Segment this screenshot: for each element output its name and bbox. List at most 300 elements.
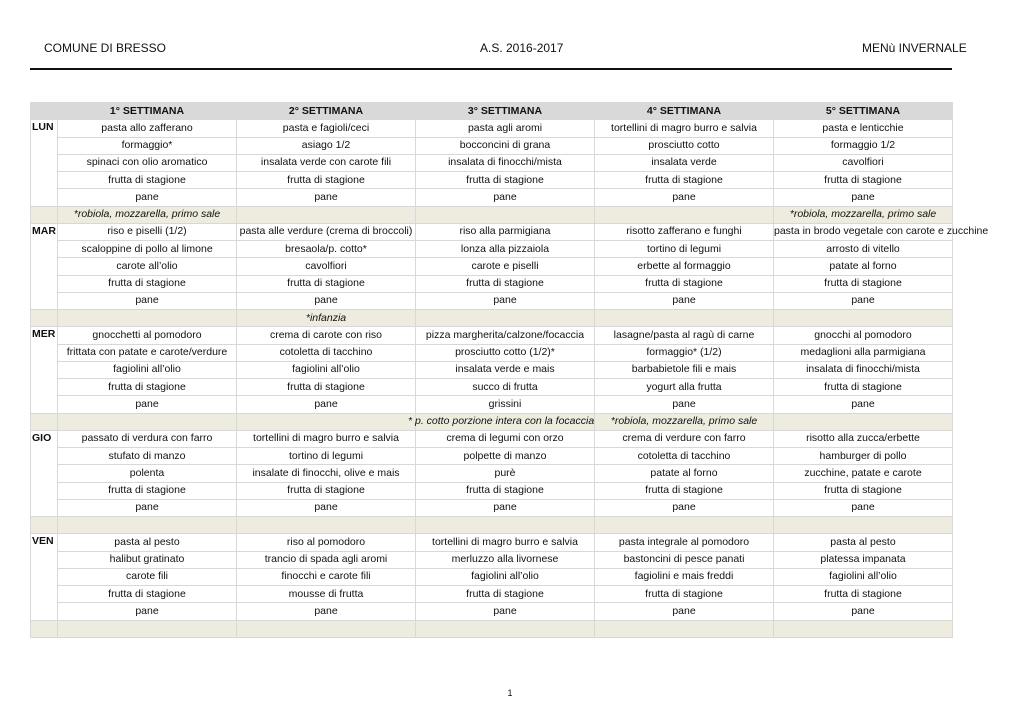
dish-text: pane <box>672 190 696 203</box>
week-4-header: 4° SETTIMANA <box>595 103 774 120</box>
note-cell <box>595 517 774 534</box>
dish-cell <box>774 344 953 361</box>
dish-cell <box>416 534 595 551</box>
dish-text: frutta di stagione <box>287 380 365 393</box>
dish-text: pane <box>672 604 696 617</box>
dish-cell <box>58 241 237 258</box>
dish-text: mousse di frutta <box>288 587 364 600</box>
dish-cell <box>416 120 595 137</box>
dish-text: insalata di finocchi/mista <box>448 156 562 169</box>
dish-text: pane <box>672 501 696 514</box>
note-cell <box>58 413 237 430</box>
dish-cell <box>416 344 595 361</box>
dish-text: fagiolini e mais freddi <box>634 570 734 583</box>
week-2-header: 2° SETTIMANA <box>237 103 416 120</box>
note-cell <box>237 620 416 637</box>
day-label-mar: MAR <box>31 223 58 309</box>
note-cell <box>595 620 774 637</box>
dish-text: pizza margherita/calzone/focaccia <box>425 328 585 341</box>
menu-row <box>31 275 953 292</box>
dish-text: frutta di stagione <box>108 380 186 393</box>
dish-cell <box>416 327 595 344</box>
dish-cell <box>58 275 237 292</box>
dish-text: insalata verde con carote fili <box>260 156 392 169</box>
dish-cell <box>774 379 953 396</box>
dish-cell <box>595 534 774 551</box>
dish-text: insalata di finocchi/mista <box>806 363 920 376</box>
dish-text: scaloppine di pollo al limone <box>81 242 213 255</box>
dish-text: frutta di stagione <box>108 173 186 186</box>
dish-cell <box>58 154 237 171</box>
week-header-row <box>31 103 953 120</box>
dish-cell <box>237 448 416 465</box>
menu-row <box>31 223 953 240</box>
dish-cell <box>595 603 774 620</box>
dish-cell <box>774 361 953 378</box>
dish-text: pasta integrale al pomodoro <box>618 535 750 548</box>
dish-text: frutta di stagione <box>287 277 365 290</box>
dish-cell <box>237 499 416 516</box>
dish-text: frutta di stagione <box>824 277 902 290</box>
note-cell <box>237 413 416 430</box>
dish-cell <box>58 327 237 344</box>
menu-row <box>31 534 953 551</box>
dish-cell <box>595 482 774 499</box>
dish-cell <box>774 172 953 189</box>
dish-text: riso e piselli (1/2) <box>107 225 187 238</box>
dish-cell <box>416 172 595 189</box>
dish-text: riso alla parmigiana <box>459 225 551 238</box>
dish-text: yogurt alla frutta <box>646 380 722 393</box>
dish-cell <box>774 586 953 603</box>
dish-cell <box>237 568 416 585</box>
dish-text: pane <box>493 190 517 203</box>
dish-text: lasagne/pasta al ragù di carne <box>613 328 755 341</box>
week-5-header: 5° SETTIMANA <box>774 103 953 120</box>
menu-row <box>31 189 953 206</box>
dish-cell <box>58 430 237 447</box>
dish-text: frutta di stagione <box>824 380 902 393</box>
dish-cell <box>774 482 953 499</box>
note-cell <box>774 206 953 223</box>
dish-cell <box>774 137 953 154</box>
dish-cell <box>237 120 416 137</box>
menu-row <box>31 137 953 154</box>
dish-text: passato di verdura con farro <box>81 432 213 445</box>
dish-text: polpette di manzo <box>463 449 547 462</box>
dish-text: crema di carote con riso <box>269 328 383 341</box>
dish-text: risotto zafferano e funghi <box>626 225 742 238</box>
dish-cell <box>774 241 953 258</box>
dish-text: spinaci con olio aromatico <box>86 156 208 169</box>
dish-text: frutta di stagione <box>645 277 723 290</box>
dish-text: pane <box>314 604 338 617</box>
dish-cell <box>58 448 237 465</box>
dish-cell <box>595 568 774 585</box>
dish-cell <box>416 430 595 447</box>
dish-cell <box>58 189 237 206</box>
dish-cell <box>237 327 416 344</box>
dish-text: fagiolini all’olio <box>292 363 360 376</box>
dish-text: carote e piselli <box>471 259 539 272</box>
dish-cell <box>595 292 774 309</box>
dish-text: pasta agli aromi <box>467 121 543 134</box>
dish-text: pasta al pesto <box>114 535 180 548</box>
dish-text: pasta e fagioli/ceci <box>282 121 370 134</box>
dish-cell <box>237 154 416 171</box>
dish-text: tortellini di magro burro e salvia <box>253 432 399 445</box>
dish-cell <box>595 344 774 361</box>
dish-cell <box>237 361 416 378</box>
dish-cell <box>237 534 416 551</box>
dish-cell <box>237 137 416 154</box>
dish-cell <box>416 603 595 620</box>
dish-cell <box>416 551 595 568</box>
note-text: *robiola, mozzarella, primo sale <box>789 208 937 221</box>
dish-cell <box>595 551 774 568</box>
dish-text: fagiolini all’olio <box>829 570 897 583</box>
dish-text: merluzzo alla livornese <box>451 553 559 566</box>
dish-cell <box>58 292 237 309</box>
note-cell <box>58 206 237 223</box>
dish-cell <box>595 499 774 516</box>
dish-text: pane <box>135 397 159 410</box>
dish-text: frutta di stagione <box>645 173 723 186</box>
note-row <box>31 620 953 637</box>
dish-text: pane <box>493 604 517 617</box>
dish-text: pane <box>851 501 875 514</box>
dish-text: frutta di stagione <box>824 484 902 497</box>
dish-cell <box>595 586 774 603</box>
dish-text: tortino di legumi <box>288 449 364 462</box>
dish-cell <box>416 241 595 258</box>
dish-cell <box>237 241 416 258</box>
dish-cell <box>58 258 237 275</box>
menu-row <box>31 241 953 258</box>
dish-text: pasta allo zafferano <box>101 121 193 134</box>
note-cell <box>408 413 595 430</box>
dish-cell <box>237 275 416 292</box>
menu-row <box>31 379 953 396</box>
day-label-gio: GIO <box>31 430 58 516</box>
day-label-ven: VEN <box>31 534 58 620</box>
dish-text: pane <box>851 397 875 410</box>
dish-cell <box>416 223 595 240</box>
dish-text: carote all’olio <box>116 259 178 272</box>
dish-cell <box>774 258 953 275</box>
dish-text: carote fili <box>125 570 168 583</box>
dish-text: frutta di stagione <box>108 277 186 290</box>
dish-text: fagiolini all’olio <box>471 570 539 583</box>
dish-cell <box>774 534 953 551</box>
dish-cell <box>595 172 774 189</box>
dish-cell <box>237 292 416 309</box>
dish-text: barbabietole fili e mais <box>631 363 737 376</box>
note-cell <box>416 310 595 327</box>
note-text: *robiola, mozzarella, primo sale <box>610 415 758 428</box>
menu-row <box>31 586 953 603</box>
dish-cell <box>237 344 416 361</box>
dish-text: pane <box>672 397 696 410</box>
dish-text: cavolfiori <box>842 156 884 169</box>
note-text: *robiola, mozzarella, primo sale <box>73 208 221 221</box>
dish-cell <box>237 482 416 499</box>
dish-text: pane <box>135 294 159 307</box>
dish-cell <box>237 551 416 568</box>
dish-cell <box>595 137 774 154</box>
dish-text: frutta di stagione <box>287 173 365 186</box>
note-cell <box>58 517 237 534</box>
dish-cell <box>774 465 953 482</box>
dish-text: finocchi e carote fili <box>281 570 371 583</box>
dish-text: grissini <box>488 397 522 410</box>
header-school-year: A.S. 2016-2017 <box>480 41 564 55</box>
dish-cell <box>58 499 237 516</box>
dish-cell <box>416 379 595 396</box>
dish-cell <box>237 258 416 275</box>
dish-text: pane <box>314 190 338 203</box>
dish-cell <box>774 275 953 292</box>
dish-cell <box>595 258 774 275</box>
note-text: *infanzia <box>305 311 347 324</box>
note-cell <box>58 310 237 327</box>
dish-cell <box>595 223 774 240</box>
dish-text: pasta e lenticchie <box>822 121 904 134</box>
dish-cell <box>774 292 953 309</box>
dish-text: pane <box>314 397 338 410</box>
dish-cell <box>237 603 416 620</box>
note-row <box>31 413 953 430</box>
dish-cell <box>774 223 989 240</box>
note-row <box>31 517 953 534</box>
dish-cell <box>58 396 237 413</box>
dish-cell <box>595 154 774 171</box>
menu-row <box>31 172 953 189</box>
dish-text: pane <box>314 294 338 307</box>
dish-text: formaggio* (1/2) <box>646 346 722 359</box>
menu-row <box>31 258 953 275</box>
note-cell <box>595 310 774 327</box>
dish-text: tortellini di magro burro e salvia <box>432 535 578 548</box>
dish-text: frutta di stagione <box>645 484 723 497</box>
corner-cell <box>31 103 58 120</box>
note-cell <box>416 206 595 223</box>
note-row <box>31 310 953 327</box>
dish-cell <box>58 586 237 603</box>
dish-text: pane <box>851 294 875 307</box>
dish-cell <box>774 499 953 516</box>
menu-row <box>31 603 953 620</box>
dish-cell <box>416 465 595 482</box>
day-label-lun: LUN <box>31 120 58 206</box>
dish-cell <box>58 344 237 361</box>
dish-cell <box>416 586 595 603</box>
note-cell <box>416 517 595 534</box>
note-day-cell <box>31 517 58 534</box>
note-day-cell <box>31 206 58 223</box>
dish-text: frutta di stagione <box>824 587 902 600</box>
dish-cell <box>595 189 774 206</box>
dish-cell <box>237 586 416 603</box>
note-row <box>31 206 953 223</box>
dish-cell <box>416 137 595 154</box>
dish-text: frutta di stagione <box>466 484 544 497</box>
dish-text: fagiolini all’olio <box>113 363 181 376</box>
dish-text: insalata verde <box>651 156 717 169</box>
note-cell <box>237 206 416 223</box>
dish-text: pane <box>672 294 696 307</box>
dish-text: crema di verdure con farro <box>622 432 746 445</box>
dish-cell <box>416 258 595 275</box>
note-day-cell <box>31 310 58 327</box>
menu-row <box>31 551 953 568</box>
dish-text: frutta di stagione <box>466 173 544 186</box>
dish-text: frutta di stagione <box>108 484 186 497</box>
dish-text: zucchine, patate e carote <box>804 466 922 479</box>
dish-text: bocconcini di grana <box>459 139 551 152</box>
dish-cell <box>416 568 595 585</box>
dish-cell <box>416 482 595 499</box>
menu-row <box>31 154 953 171</box>
dish-cell <box>595 327 774 344</box>
menu-row <box>31 568 953 585</box>
dish-cell <box>237 430 416 447</box>
menu-row <box>31 448 953 465</box>
dish-text: formaggio 1/2 <box>830 139 896 152</box>
dish-text: asiago 1/2 <box>301 139 351 152</box>
dish-cell <box>595 448 774 465</box>
note-cell <box>416 620 595 637</box>
note-cell <box>237 517 416 534</box>
dish-cell <box>774 154 953 171</box>
note-day-cell <box>31 620 58 637</box>
dish-text: formaggio* <box>121 139 173 152</box>
dish-text: prosciutto cotto (1/2)* <box>455 346 555 359</box>
dish-cell <box>416 292 595 309</box>
note-cell <box>237 310 416 327</box>
dish-text: frutta di stagione <box>108 587 186 600</box>
dish-text: arrosto di vitello <box>826 242 900 255</box>
dish-text: erbette al formaggio <box>637 259 731 272</box>
dish-cell <box>416 154 595 171</box>
dish-text: insalata verde e mais <box>455 363 555 376</box>
note-cell <box>595 413 774 430</box>
dish-text: pane <box>135 190 159 203</box>
note-text: * p. cotto porzione intera con la focaccia <box>408 415 595 428</box>
dish-text: succo di frutta <box>472 380 538 393</box>
dish-cell <box>595 241 774 258</box>
dish-cell <box>58 137 237 154</box>
note-cell <box>774 517 953 534</box>
dish-cell <box>416 396 595 413</box>
dish-text: frutta di stagione <box>466 277 544 290</box>
dish-text: prosciutto cotto <box>648 139 720 152</box>
note-cell <box>595 206 774 223</box>
dish-text: tortellini di magro burro e salvia <box>611 121 757 134</box>
dish-cell <box>595 465 774 482</box>
dish-text: hamburger di pollo <box>819 449 907 462</box>
dish-text: cotoletta di tacchino <box>279 346 373 359</box>
dish-cell <box>58 568 237 585</box>
dish-cell <box>416 275 595 292</box>
dish-cell <box>774 396 953 413</box>
note-cell <box>774 310 953 327</box>
dish-cell <box>237 223 416 240</box>
dish-text: crema di legumi con orzo <box>446 432 564 445</box>
dish-cell <box>237 189 416 206</box>
menu-row <box>31 361 953 378</box>
dish-cell <box>58 223 237 240</box>
dish-text: halibut gratinato <box>109 553 185 566</box>
week-1-header: 1° SETTIMANA <box>58 103 237 120</box>
dish-text: risotto alla zucca/erbette <box>806 432 920 445</box>
dish-text: insalate di finocchi, olive e mais <box>252 466 400 479</box>
dish-text: frittata con patate e carote/verdure <box>66 346 228 359</box>
dish-text: pane <box>135 501 159 514</box>
dish-text: gnocchetti al pomodoro <box>92 328 202 341</box>
dish-cell <box>595 120 774 137</box>
dish-text: patate al forno <box>650 466 718 479</box>
dish-text: tortino di legumi <box>646 242 722 255</box>
dish-cell <box>595 379 774 396</box>
menu-row <box>31 344 953 361</box>
page-number: 1 <box>507 688 513 698</box>
note-day-cell <box>31 413 58 430</box>
dish-cell <box>237 379 416 396</box>
dish-text: frutta di stagione <box>824 173 902 186</box>
dish-text: lonza alla pizzaiola <box>460 242 550 255</box>
dish-text: stufato di manzo <box>108 449 186 462</box>
dish-text: trancio di spada agli aromi <box>264 553 388 566</box>
dish-text: pane <box>314 501 338 514</box>
dish-cell <box>237 465 416 482</box>
menu-row <box>31 327 953 344</box>
dish-cell <box>416 189 595 206</box>
dish-cell <box>595 361 774 378</box>
note-cell <box>774 620 953 637</box>
dish-text: frutta di stagione <box>645 587 723 600</box>
menu-row <box>31 465 953 482</box>
menu-row <box>31 396 953 413</box>
dish-cell <box>774 120 953 137</box>
dish-text: cavolfiori <box>305 259 347 272</box>
dish-text: pane <box>135 604 159 617</box>
dish-cell <box>58 482 237 499</box>
dish-text: pane <box>493 294 517 307</box>
dish-cell <box>774 448 953 465</box>
dish-cell <box>58 465 237 482</box>
dish-cell <box>774 430 953 447</box>
dish-text: platessa impanata <box>820 553 906 566</box>
dish-cell <box>237 396 416 413</box>
dish-text: polenta <box>129 466 165 479</box>
dish-cell <box>416 499 595 516</box>
dish-text: frutta di stagione <box>466 587 544 600</box>
dish-text: purè <box>494 466 516 479</box>
dish-cell <box>58 551 237 568</box>
menu-row <box>31 482 953 499</box>
dish-cell <box>595 430 774 447</box>
header-menu-title: MENù INVERNALE <box>862 41 967 55</box>
menu-row <box>31 292 953 309</box>
dish-cell <box>774 568 953 585</box>
dish-text: pasta alle verdure (crema di broccoli) <box>239 225 413 238</box>
dish-text: cotoletta di tacchino <box>637 449 731 462</box>
dish-cell <box>58 361 237 378</box>
week-3-header: 3° SETTIMANA <box>416 103 595 120</box>
dish-cell <box>774 551 953 568</box>
dish-cell <box>774 189 953 206</box>
